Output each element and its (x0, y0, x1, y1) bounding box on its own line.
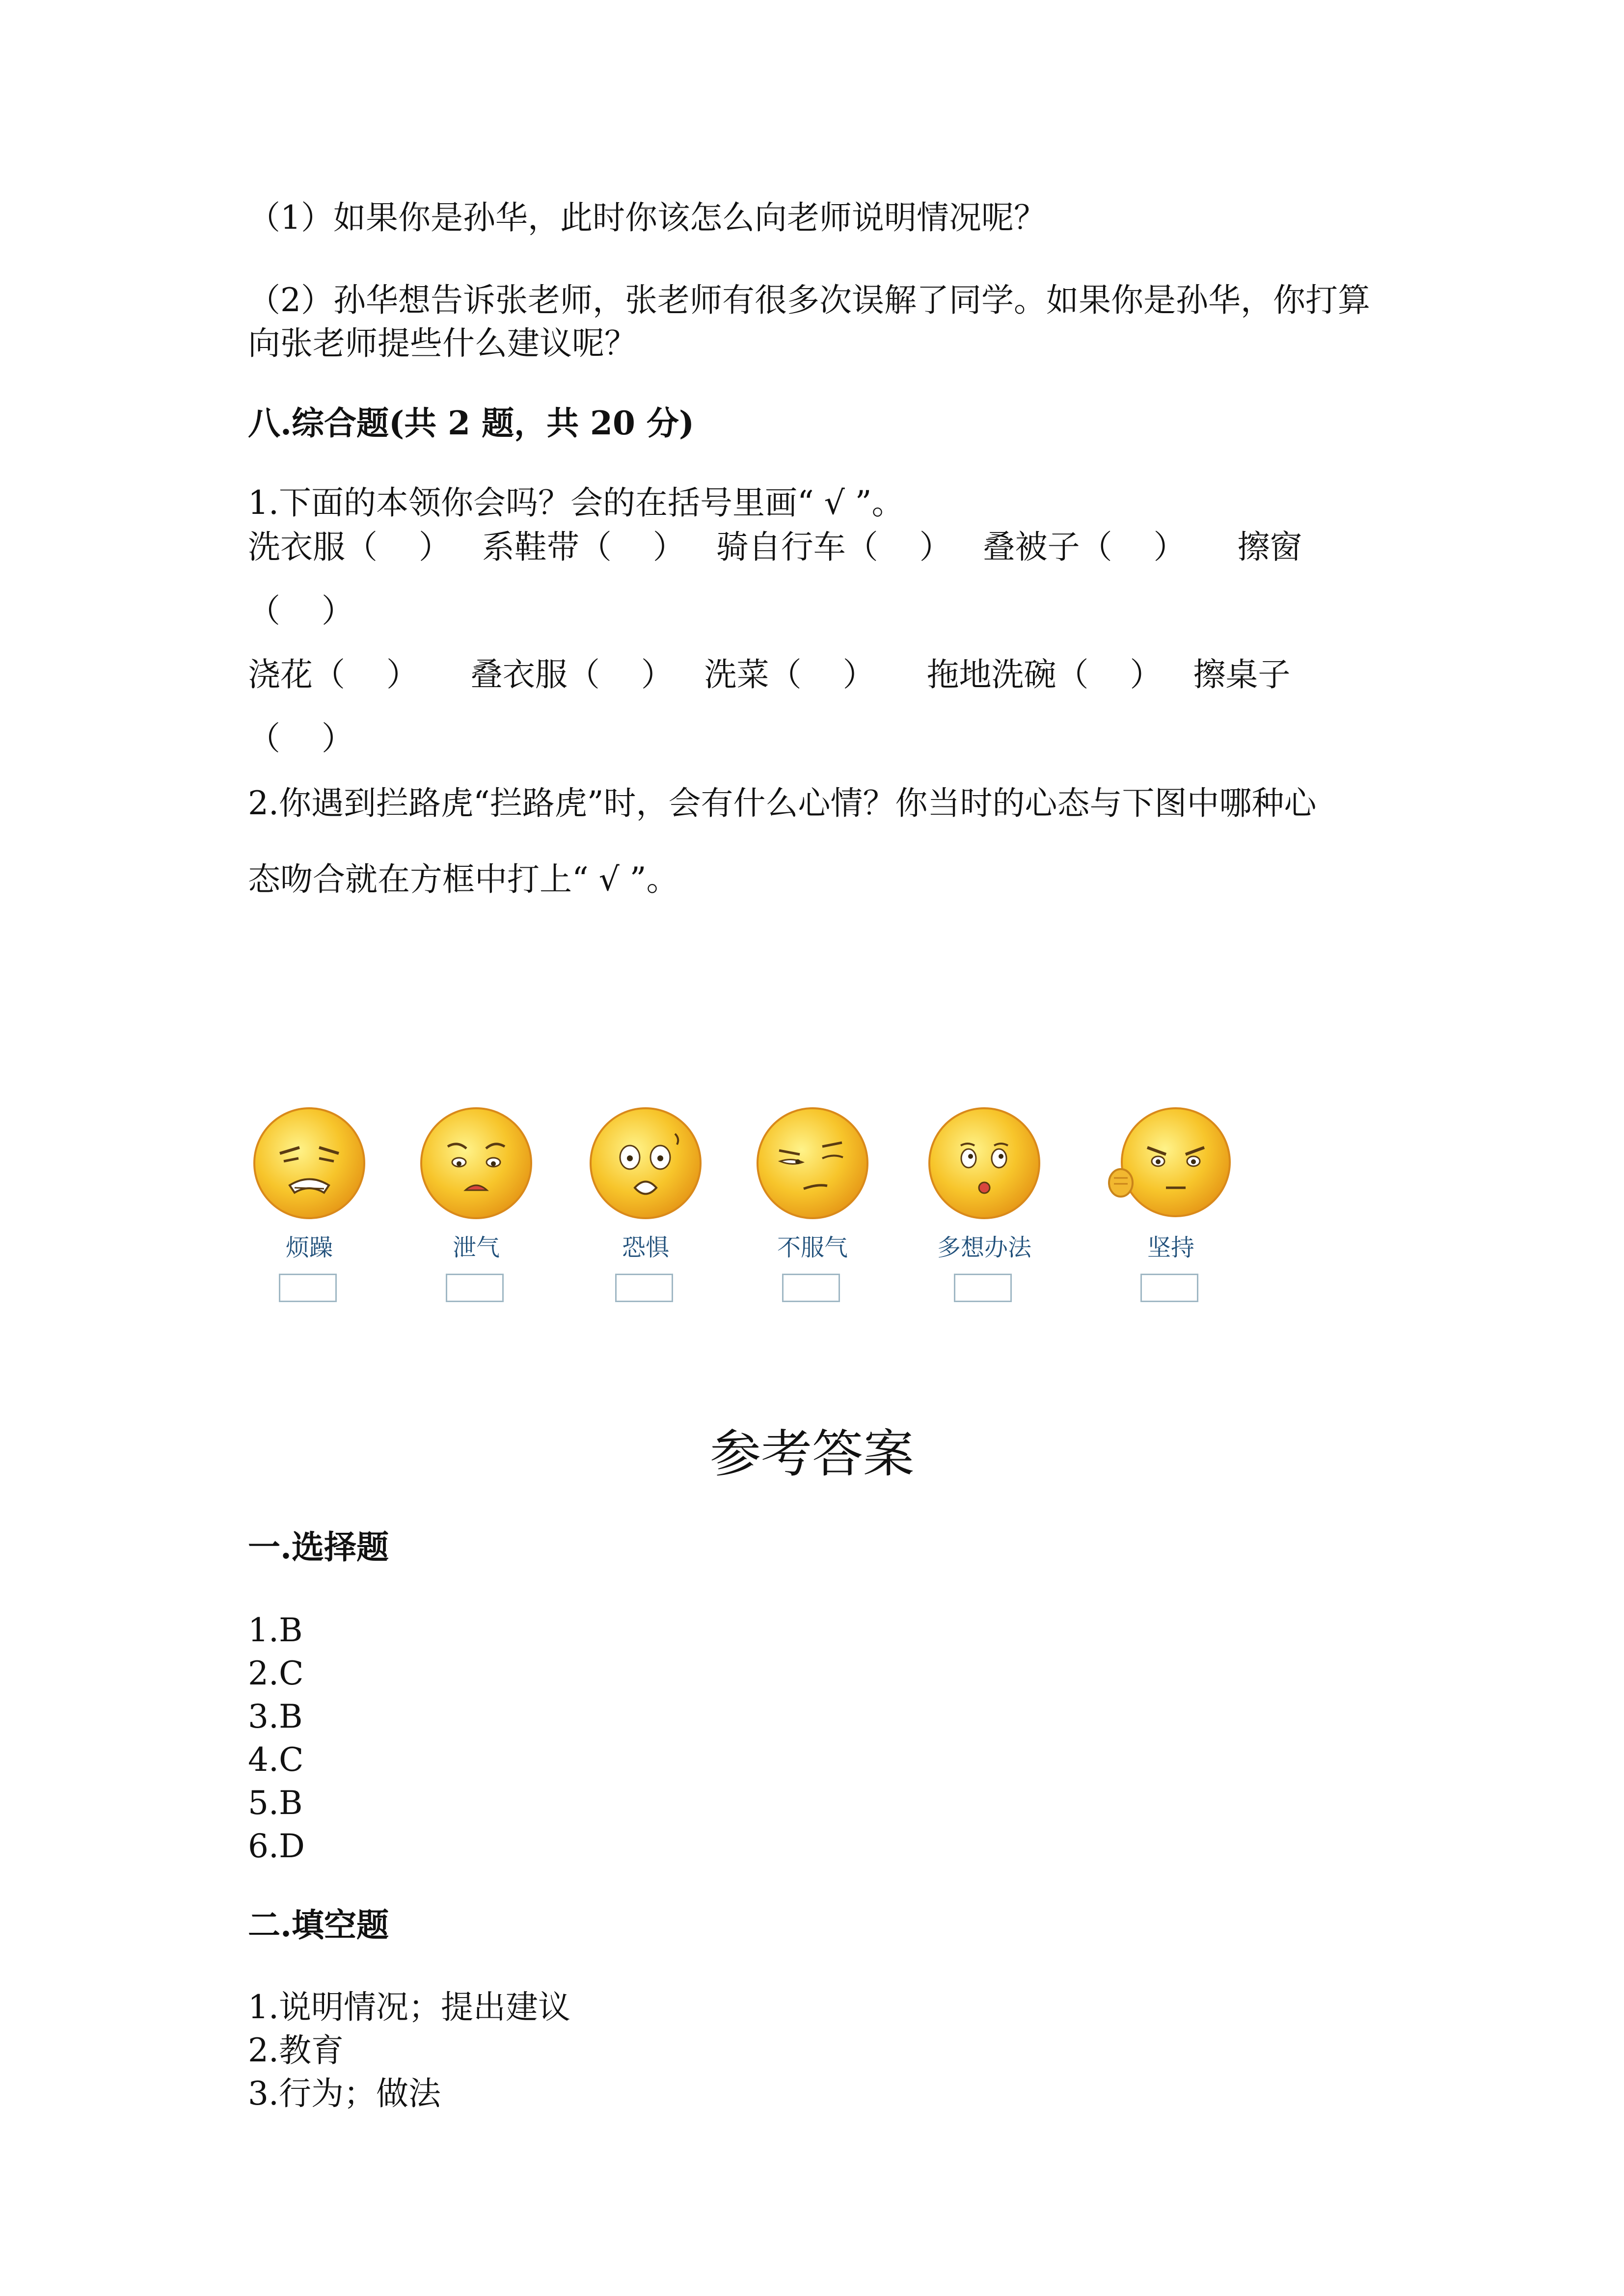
face-label: 不服气 (777, 1234, 848, 1261)
answers-title: 参考答案 (709, 1424, 914, 1484)
answer-item: 3.B (248, 1698, 303, 1735)
question-7-sub2-line2: 向张老师提些什么建议呢？ (248, 324, 637, 362)
face-option-irritated (245, 1099, 373, 1330)
answer-item: 2.C (248, 1655, 304, 1692)
determined-face-icon (1107, 1099, 1235, 1227)
skills-row-2: 浇花（ ） 叠衣服（ ） 洗菜（ ） 拖地洗碗（ ） 擦桌子 (248, 656, 1291, 694)
face-option-determined (1107, 1099, 1235, 1330)
face-checkbox[interactable] (954, 1274, 1012, 1302)
discouraged-face-icon (412, 1099, 540, 1227)
face-option-thinking (920, 1099, 1048, 1330)
answer-item: 1.B (248, 1611, 303, 1649)
irritated-face-icon (245, 1099, 373, 1227)
skills-row-1-wrap: （ ） (248, 592, 354, 630)
answer-item: 4.C (248, 1741, 304, 1779)
answers-section-1-heading: 一.选择题 (248, 1528, 389, 1566)
section-8-heading: 八.综合题(共 2 题，共 20 分) (248, 404, 695, 442)
scared-face-icon (582, 1099, 709, 1227)
emotion-faces (245, 1099, 1247, 1330)
face-label: 泄气 (452, 1234, 500, 1261)
face-label: 烦躁 (285, 1234, 333, 1261)
question-8-2-line1: 2.你遇到拦路虎“拦路虎”时，会有什么心情？你当时的心态与下图中哪种心 (248, 784, 1317, 822)
face-checkbox[interactable] (615, 1274, 673, 1302)
answer-item: 6.D (248, 1827, 305, 1865)
answer-item: 2.教育 (248, 2031, 344, 2069)
answer-item: 3.行为；做法 (248, 2075, 441, 2112)
question-8-1-prompt: 1.下面的本领你会吗？会的在括号里画“ √ ”。 (248, 484, 904, 522)
answer-item: 5.B (248, 1784, 303, 1822)
face-checkbox[interactable] (782, 1274, 840, 1302)
face-option-scared (582, 1099, 709, 1330)
face-checkbox[interactable] (279, 1274, 337, 1302)
question-8-2-line2: 态吻合就在方框中打上“ √ ”。 (248, 860, 679, 898)
question-7-sub2-line1: （2）孙华想告诉张老师，张老师有很多次误解了同学。如果你是孙华，你打算 (248, 281, 1370, 319)
face-option-defiant (749, 1099, 876, 1330)
defiant-face-icon (749, 1099, 876, 1227)
face-label: 多想办法 (937, 1234, 1031, 1261)
skills-row-1: 洗衣服（ ） 系鞋带（ ） 骑自行车（ ） 叠被子（ ） 擦窗 (248, 528, 1302, 566)
face-checkbox[interactable] (1140, 1274, 1198, 1302)
face-option-discouraged (412, 1099, 540, 1330)
face-label: 恐惧 (622, 1234, 669, 1261)
face-label: 坚持 (1147, 1234, 1194, 1261)
skills-row-2-wrap: （ ） (248, 720, 354, 757)
answer-item: 1.说明情况；提出建议 (248, 1988, 570, 2026)
answers-section-2-heading: 二.填空题 (248, 1906, 389, 1944)
question-7-sub1: （1）如果你是孙华，此时你该怎么向老师说明情况呢？ (248, 199, 1046, 237)
face-checkbox[interactable] (446, 1274, 504, 1302)
thinking-face-icon (920, 1099, 1048, 1227)
